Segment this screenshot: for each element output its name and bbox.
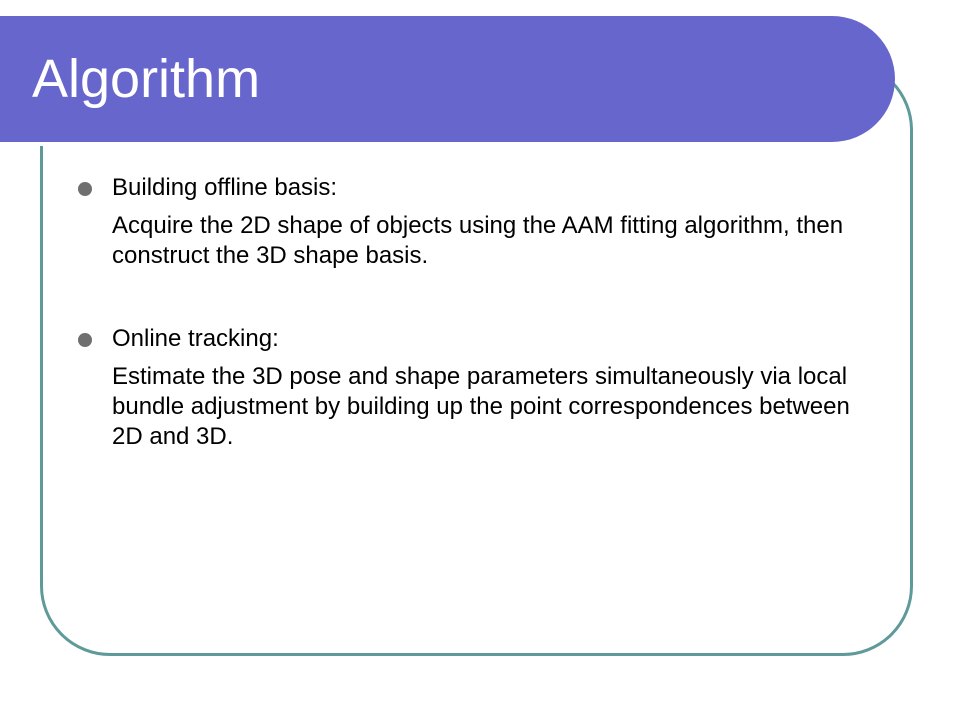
bullet-heading-row [78,321,878,357]
bullet-heading: Online tracking: [112,325,279,352]
title-bar [0,16,895,142]
title-underline [0,142,848,146]
bullet-description: Acquire the 2D shape of objects using the AAM fitting algorithm, then construct the 3D shape basis. [112,212,844,269]
bullet-description: Estimate the 3D pose and shape parameters simultaneously via local bundle adjustment by building up the point correspondences between 2D and 3D. [112,363,850,450]
slide-title: Algorithm [32,49,261,109]
bullet-heading: Building offline basis: [112,174,338,201]
bullet-item [78,321,878,452]
slide-content [78,170,878,452]
bullet-dot-icon [78,333,92,347]
bullet-heading-row [78,170,878,206]
spacer [78,271,878,321]
bullet-dot-icon [78,182,92,196]
bullet-item [78,170,878,271]
